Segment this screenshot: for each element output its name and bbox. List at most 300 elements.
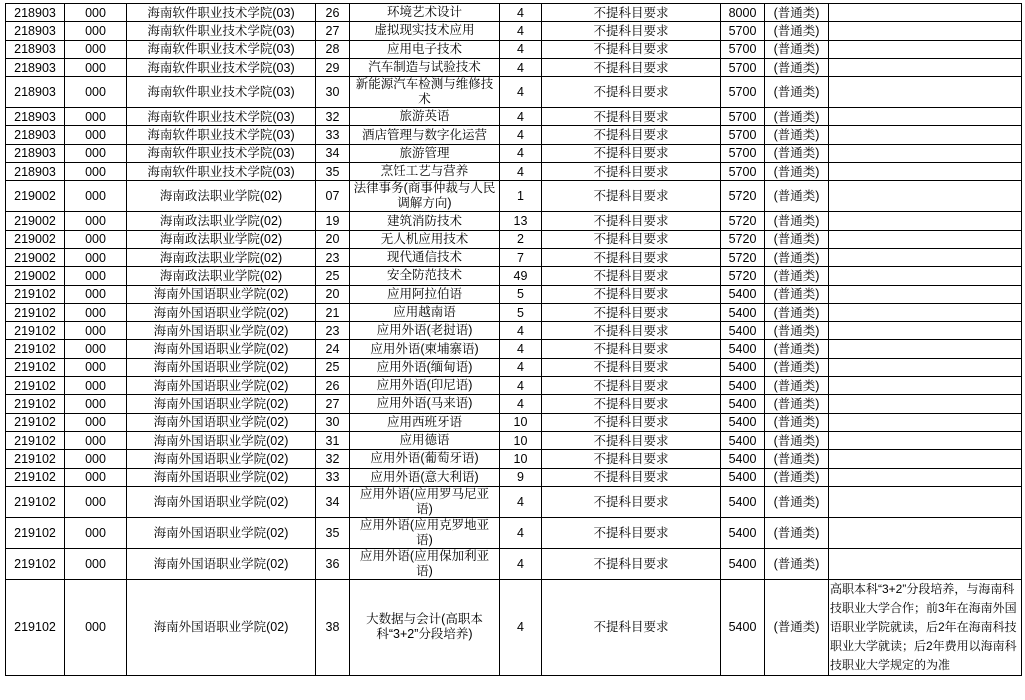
category-cell: (普通类) <box>765 144 829 162</box>
school-code-cell: 219102 <box>6 340 65 358</box>
school-code-cell: 219102 <box>6 431 65 449</box>
remark-cell <box>829 303 1022 321</box>
tuition-cell: 5720 <box>721 230 765 248</box>
remark-cell <box>829 377 1022 395</box>
major-code-cell: 20 <box>316 230 350 248</box>
remark-cell <box>829 322 1022 340</box>
plan-count-cell: 9 <box>500 468 542 486</box>
table-body <box>6 4 1022 676</box>
school-code-cell: 218903 <box>6 58 65 76</box>
school-code-cell: 218903 <box>6 126 65 144</box>
subject-requirement-cell: 不提科目要求 <box>542 40 721 58</box>
remark-cell <box>829 468 1022 486</box>
subject-requirement-cell: 不提科目要求 <box>542 181 721 212</box>
subcode-cell: 000 <box>65 230 127 248</box>
school-code-cell: 219102 <box>6 450 65 468</box>
subject-requirement-cell: 不提科目要求 <box>542 358 721 376</box>
major-name-cell: 旅游英语 <box>350 108 500 126</box>
subject-requirement-cell: 不提科目要求 <box>542 579 721 675</box>
table-row <box>6 340 1022 358</box>
major-code-cell: 34 <box>316 144 350 162</box>
subcode-cell: 000 <box>65 58 127 76</box>
table-row <box>6 126 1022 144</box>
plan-count-cell: 13 <box>500 212 542 230</box>
subject-requirement-cell: 不提科目要求 <box>542 58 721 76</box>
subcode-cell: 000 <box>65 248 127 266</box>
category-cell: (普通类) <box>765 58 829 76</box>
tuition-cell: 5400 <box>721 340 765 358</box>
school-name-cell: 海南软件职业技术学院(03) <box>127 22 316 40</box>
category-cell: (普通类) <box>765 517 829 548</box>
table-row <box>6 4 1022 22</box>
school-name-cell: 海南外国语职业学院(02) <box>127 579 316 675</box>
major-name-cell: 应用外语(应用克罗地亚语) <box>350 517 500 548</box>
remark-cell <box>829 144 1022 162</box>
school-name-cell: 海南外国语职业学院(02) <box>127 395 316 413</box>
tuition-cell: 5400 <box>721 377 765 395</box>
school-code-cell: 218903 <box>6 144 65 162</box>
subject-requirement-cell: 不提科目要求 <box>542 77 721 108</box>
table-row <box>6 108 1022 126</box>
subject-requirement-cell: 不提科目要求 <box>542 230 721 248</box>
subcode-cell: 000 <box>65 144 127 162</box>
subcode-cell: 000 <box>65 548 127 579</box>
tuition-cell: 5400 <box>721 413 765 431</box>
subject-requirement-cell: 不提科目要求 <box>542 340 721 358</box>
remark-cell <box>829 358 1022 376</box>
major-name-cell: 新能源汽车检测与维修技术 <box>350 77 500 108</box>
tuition-cell: 5720 <box>721 267 765 285</box>
major-name-cell: 虚拟现实技术应用 <box>350 22 500 40</box>
subject-requirement-cell: 不提科目要求 <box>542 212 721 230</box>
table-row <box>6 163 1022 181</box>
category-cell: (普通类) <box>765 230 829 248</box>
plan-count-cell: 7 <box>500 248 542 266</box>
plan-count-cell: 4 <box>500 58 542 76</box>
category-cell: (普通类) <box>765 77 829 108</box>
tuition-cell: 5700 <box>721 40 765 58</box>
tuition-cell: 5400 <box>721 579 765 675</box>
category-cell: (普通类) <box>765 303 829 321</box>
major-code-cell: 23 <box>316 322 350 340</box>
category-cell: (普通类) <box>765 358 829 376</box>
major-name-cell: 旅游管理 <box>350 144 500 162</box>
major-name-cell: 应用外语(应用保加利亚语) <box>350 548 500 579</box>
category-cell: (普通类) <box>765 322 829 340</box>
major-code-cell: 26 <box>316 377 350 395</box>
category-cell: (普通类) <box>765 579 829 675</box>
major-code-cell: 30 <box>316 77 350 108</box>
subject-requirement-cell: 不提科目要求 <box>542 163 721 181</box>
subject-requirement-cell: 不提科目要求 <box>542 303 721 321</box>
remark-cell <box>829 517 1022 548</box>
table-row <box>6 322 1022 340</box>
table-row <box>6 40 1022 58</box>
school-name-cell: 海南软件职业技术学院(03) <box>127 58 316 76</box>
major-name-cell: 应用外语(意大利语) <box>350 468 500 486</box>
tuition-cell: 5720 <box>721 248 765 266</box>
category-cell: (普通类) <box>765 248 829 266</box>
tuition-cell: 5720 <box>721 181 765 212</box>
major-code-cell: 27 <box>316 22 350 40</box>
major-name-cell: 环境艺术设计 <box>350 4 500 22</box>
tuition-cell: 5400 <box>721 486 765 517</box>
school-code-cell: 219102 <box>6 517 65 548</box>
major-name-cell: 安全防范技术 <box>350 267 500 285</box>
school-code-cell: 219002 <box>6 230 65 248</box>
major-code-cell: 24 <box>316 340 350 358</box>
school-code-cell: 219102 <box>6 486 65 517</box>
school-code-cell: 219102 <box>6 413 65 431</box>
plan-count-cell: 10 <box>500 450 542 468</box>
remark-cell <box>829 285 1022 303</box>
major-name-cell: 应用外语(马来语) <box>350 395 500 413</box>
category-cell: (普通类) <box>765 340 829 358</box>
category-cell: (普通类) <box>765 212 829 230</box>
tuition-cell: 5700 <box>721 22 765 40</box>
remark-cell <box>829 486 1022 517</box>
remark-cell <box>829 230 1022 248</box>
table-row <box>6 285 1022 303</box>
remark-cell <box>829 431 1022 449</box>
school-code-cell: 218903 <box>6 77 65 108</box>
school-name-cell: 海南软件职业技术学院(03) <box>127 163 316 181</box>
subject-requirement-cell: 不提科目要求 <box>542 248 721 266</box>
school-name-cell: 海南外国语职业学院(02) <box>127 486 316 517</box>
table-row <box>6 77 1022 108</box>
major-name-cell: 大数据与会计(高职本科“3+2”分段培养) <box>350 579 500 675</box>
plan-count-cell: 5 <box>500 303 542 321</box>
table-row <box>6 377 1022 395</box>
subject-requirement-cell: 不提科目要求 <box>542 22 721 40</box>
school-name-cell: 海南外国语职业学院(02) <box>127 548 316 579</box>
remark-cell <box>829 181 1022 212</box>
subcode-cell: 000 <box>65 358 127 376</box>
school-name-cell: 海南软件职业技术学院(03) <box>127 126 316 144</box>
major-code-cell: 34 <box>316 486 350 517</box>
subject-requirement-cell: 不提科目要求 <box>542 468 721 486</box>
remark-cell <box>829 212 1022 230</box>
school-name-cell: 海南外国语职业学院(02) <box>127 358 316 376</box>
major-name-cell: 应用西班牙语 <box>350 413 500 431</box>
category-cell: (普通类) <box>765 413 829 431</box>
school-code-cell: 219102 <box>6 358 65 376</box>
plan-count-cell: 4 <box>500 77 542 108</box>
school-name-cell: 海南软件职业技术学院(03) <box>127 108 316 126</box>
category-cell: (普通类) <box>765 486 829 517</box>
category-cell: (普通类) <box>765 450 829 468</box>
category-cell: (普通类) <box>765 267 829 285</box>
table-row <box>6 248 1022 266</box>
category-cell: (普通类) <box>765 181 829 212</box>
major-code-cell: 25 <box>316 267 350 285</box>
school-code-cell: 219002 <box>6 212 65 230</box>
tuition-cell: 5400 <box>721 322 765 340</box>
category-cell: (普通类) <box>765 377 829 395</box>
major-name-cell: 应用越南语 <box>350 303 500 321</box>
table-row <box>6 468 1022 486</box>
remark-cell <box>829 163 1022 181</box>
subcode-cell: 000 <box>65 579 127 675</box>
major-name-cell: 烹饪工艺与营养 <box>350 163 500 181</box>
tuition-cell: 5700 <box>721 58 765 76</box>
plan-count-cell: 4 <box>500 579 542 675</box>
category-cell: (普通类) <box>765 431 829 449</box>
school-code-cell: 219002 <box>6 181 65 212</box>
remark-cell <box>829 22 1022 40</box>
school-name-cell: 海南外国语职业学院(02) <box>127 468 316 486</box>
remark-cell <box>829 58 1022 76</box>
category-cell: (普通类) <box>765 548 829 579</box>
school-code-cell: 218903 <box>6 108 65 126</box>
subcode-cell: 000 <box>65 108 127 126</box>
major-code-cell: 32 <box>316 450 350 468</box>
subcode-cell: 000 <box>65 468 127 486</box>
subcode-cell: 000 <box>65 431 127 449</box>
major-name-cell: 应用外语(葡萄牙语) <box>350 450 500 468</box>
tuition-cell: 5700 <box>721 126 765 144</box>
category-cell: (普通类) <box>765 163 829 181</box>
plan-count-cell: 4 <box>500 40 542 58</box>
subcode-cell: 000 <box>65 212 127 230</box>
major-name-cell: 应用外语(柬埔寨语) <box>350 340 500 358</box>
category-cell: (普通类) <box>765 108 829 126</box>
tuition-cell: 5400 <box>721 450 765 468</box>
table-row <box>6 413 1022 431</box>
table-row <box>6 548 1022 579</box>
subject-requirement-cell: 不提科目要求 <box>542 144 721 162</box>
major-code-cell: 25 <box>316 358 350 376</box>
major-code-cell: 28 <box>316 40 350 58</box>
plan-count-cell: 4 <box>500 395 542 413</box>
school-code-cell: 218903 <box>6 22 65 40</box>
tuition-cell: 8000 <box>721 4 765 22</box>
subject-requirement-cell: 不提科目要求 <box>542 322 721 340</box>
school-name-cell: 海南外国语职业学院(02) <box>127 450 316 468</box>
remark-cell <box>829 340 1022 358</box>
school-name-cell: 海南政法职业学院(02) <box>127 212 316 230</box>
remark-cell: 高职本科“3+2”分段培养，与海南科技职业大学合作；前3年在海南外国语职业学院就读，后2年在海南科技职业大学就读；后2年费用以海南科技职业大学规定的为准 <box>829 579 1022 675</box>
subject-requirement-cell: 不提科目要求 <box>542 108 721 126</box>
subject-requirement-cell: 不提科目要求 <box>542 267 721 285</box>
school-name-cell: 海南外国语职业学院(02) <box>127 340 316 358</box>
school-code-cell: 218903 <box>6 4 65 22</box>
category-cell: (普通类) <box>765 4 829 22</box>
major-code-cell: 35 <box>316 517 350 548</box>
school-code-cell: 219002 <box>6 248 65 266</box>
major-name-cell: 无人机应用技术 <box>350 230 500 248</box>
plan-count-cell: 4 <box>500 358 542 376</box>
category-cell: (普通类) <box>765 126 829 144</box>
subcode-cell: 000 <box>65 267 127 285</box>
subject-requirement-cell: 不提科目要求 <box>542 126 721 144</box>
subcode-cell: 000 <box>65 181 127 212</box>
school-name-cell: 海南外国语职业学院(02) <box>127 285 316 303</box>
school-name-cell: 海南外国语职业学院(02) <box>127 377 316 395</box>
remark-cell <box>829 548 1022 579</box>
tuition-cell: 5400 <box>721 431 765 449</box>
category-cell: (普通类) <box>765 395 829 413</box>
tuition-cell: 5400 <box>721 468 765 486</box>
plan-count-cell: 2 <box>500 230 542 248</box>
major-name-cell: 应用德语 <box>350 431 500 449</box>
school-name-cell: 海南外国语职业学院(02) <box>127 322 316 340</box>
subject-requirement-cell: 不提科目要求 <box>542 395 721 413</box>
major-code-cell: 26 <box>316 4 350 22</box>
enrollment-plan-table <box>5 3 1022 676</box>
subject-requirement-cell: 不提科目要求 <box>542 548 721 579</box>
subcode-cell: 000 <box>65 77 127 108</box>
subcode-cell: 000 <box>65 486 127 517</box>
school-name-cell: 海南软件职业技术学院(03) <box>127 77 316 108</box>
plan-count-cell: 1 <box>500 181 542 212</box>
subcode-cell: 000 <box>65 40 127 58</box>
tuition-cell: 5400 <box>721 358 765 376</box>
major-code-cell: 27 <box>316 395 350 413</box>
tuition-cell: 5400 <box>721 517 765 548</box>
subject-requirement-cell: 不提科目要求 <box>542 450 721 468</box>
major-code-cell: 33 <box>316 468 350 486</box>
remark-cell <box>829 413 1022 431</box>
plan-count-cell: 4 <box>500 108 542 126</box>
tuition-cell: 5400 <box>721 303 765 321</box>
major-code-cell: 20 <box>316 285 350 303</box>
subject-requirement-cell: 不提科目要求 <box>542 377 721 395</box>
school-code-cell: 218903 <box>6 40 65 58</box>
major-code-cell: 07 <box>316 181 350 212</box>
subcode-cell: 000 <box>65 340 127 358</box>
subcode-cell: 000 <box>65 22 127 40</box>
table-row <box>6 181 1022 212</box>
subject-requirement-cell: 不提科目要求 <box>542 413 721 431</box>
category-cell: (普通类) <box>765 285 829 303</box>
major-code-cell: 33 <box>316 126 350 144</box>
major-name-cell: 应用阿拉伯语 <box>350 285 500 303</box>
subject-requirement-cell: 不提科目要求 <box>542 431 721 449</box>
major-code-cell: 38 <box>316 579 350 675</box>
major-code-cell: 36 <box>316 548 350 579</box>
remark-cell <box>829 126 1022 144</box>
remark-cell <box>829 248 1022 266</box>
plan-count-cell: 4 <box>500 163 542 181</box>
school-code-cell: 219102 <box>6 468 65 486</box>
subcode-cell: 000 <box>65 285 127 303</box>
major-name-cell: 酒店管理与数字化运营 <box>350 126 500 144</box>
school-name-cell: 海南政法职业学院(02) <box>127 248 316 266</box>
school-code-cell: 219002 <box>6 267 65 285</box>
school-code-cell: 219102 <box>6 303 65 321</box>
major-name-cell: 应用外语(应用罗马尼亚语) <box>350 486 500 517</box>
table-row <box>6 486 1022 517</box>
tuition-cell: 5700 <box>721 163 765 181</box>
school-name-cell: 海南政法职业学院(02) <box>127 230 316 248</box>
plan-count-cell: 10 <box>500 413 542 431</box>
plan-count-cell: 4 <box>500 322 542 340</box>
subcode-cell: 000 <box>65 377 127 395</box>
table-row <box>6 395 1022 413</box>
school-name-cell: 海南软件职业技术学院(03) <box>127 144 316 162</box>
remark-cell <box>829 40 1022 58</box>
subcode-cell: 000 <box>65 450 127 468</box>
subcode-cell: 000 <box>65 163 127 181</box>
school-code-cell: 219102 <box>6 579 65 675</box>
plan-count-cell: 4 <box>500 144 542 162</box>
subcode-cell: 000 <box>65 4 127 22</box>
table-row <box>6 212 1022 230</box>
school-code-cell: 219102 <box>6 377 65 395</box>
remark-cell <box>829 108 1022 126</box>
category-cell: (普通类) <box>765 468 829 486</box>
school-name-cell: 海南政法职业学院(02) <box>127 181 316 212</box>
major-code-cell: 29 <box>316 58 350 76</box>
major-name-cell: 应用外语(老挝语) <box>350 322 500 340</box>
table-row <box>6 303 1022 321</box>
school-code-cell: 219102 <box>6 548 65 579</box>
subcode-cell: 000 <box>65 322 127 340</box>
tuition-cell: 5720 <box>721 212 765 230</box>
major-code-cell: 21 <box>316 303 350 321</box>
table-row <box>6 58 1022 76</box>
table-row <box>6 431 1022 449</box>
table-row <box>6 144 1022 162</box>
major-code-cell: 32 <box>316 108 350 126</box>
school-name-cell: 海南软件职业技术学院(03) <box>127 4 316 22</box>
major-code-cell: 30 <box>316 413 350 431</box>
school-code-cell: 219102 <box>6 322 65 340</box>
remark-cell <box>829 77 1022 108</box>
table-row <box>6 450 1022 468</box>
plan-count-cell: 4 <box>500 517 542 548</box>
category-cell: (普通类) <box>765 22 829 40</box>
major-name-cell: 法律事务(商事仲裁与人民调解方向) <box>350 181 500 212</box>
major-code-cell: 35 <box>316 163 350 181</box>
major-name-cell: 建筑消防技术 <box>350 212 500 230</box>
table-row <box>6 517 1022 548</box>
tuition-cell: 5700 <box>721 77 765 108</box>
major-name-cell: 应用外语(缅甸语) <box>350 358 500 376</box>
tuition-cell: 5400 <box>721 395 765 413</box>
school-name-cell: 海南外国语职业学院(02) <box>127 303 316 321</box>
table-row <box>6 22 1022 40</box>
plan-count-cell: 10 <box>500 431 542 449</box>
plan-count-cell: 4 <box>500 340 542 358</box>
plan-count-cell: 49 <box>500 267 542 285</box>
subject-requirement-cell: 不提科目要求 <box>542 486 721 517</box>
school-code-cell: 219102 <box>6 285 65 303</box>
remark-cell <box>829 267 1022 285</box>
major-name-cell: 汽车制造与试验技术 <box>350 58 500 76</box>
major-name-cell: 应用电子技术 <box>350 40 500 58</box>
subject-requirement-cell: 不提科目要求 <box>542 285 721 303</box>
tuition-cell: 5700 <box>721 108 765 126</box>
plan-count-cell: 4 <box>500 548 542 579</box>
subcode-cell: 000 <box>65 126 127 144</box>
major-name-cell: 现代通信技术 <box>350 248 500 266</box>
school-name-cell: 海南外国语职业学院(02) <box>127 431 316 449</box>
plan-count-cell: 4 <box>500 126 542 144</box>
subcode-cell: 000 <box>65 395 127 413</box>
remark-cell <box>829 450 1022 468</box>
subject-requirement-cell: 不提科目要求 <box>542 4 721 22</box>
major-code-cell: 31 <box>316 431 350 449</box>
major-code-cell: 23 <box>316 248 350 266</box>
major-code-cell: 19 <box>316 212 350 230</box>
subcode-cell: 000 <box>65 303 127 321</box>
tuition-cell: 5400 <box>721 548 765 579</box>
plan-count-cell: 5 <box>500 285 542 303</box>
school-code-cell: 218903 <box>6 163 65 181</box>
school-code-cell: 219102 <box>6 395 65 413</box>
